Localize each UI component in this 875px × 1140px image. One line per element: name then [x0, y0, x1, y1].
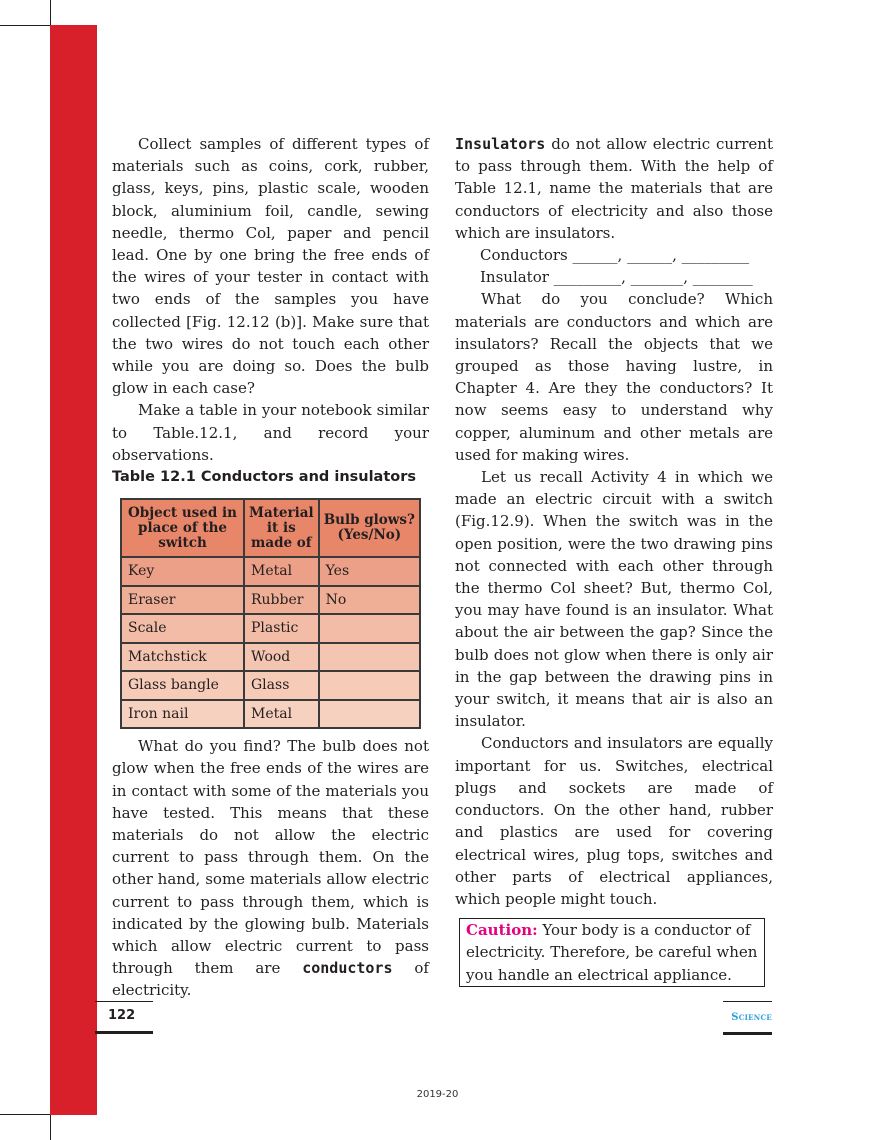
subject-label: Science	[731, 1012, 772, 1023]
table-header: Material it is made of	[244, 499, 319, 557]
paragraph	[455, 133, 773, 244]
table-row	[121, 586, 420, 615]
footer-rule	[723, 1001, 772, 1002]
paragraph: Collect samples of different types of materials such as coins, cork, rubber, glass, keys, pins, plastic scale, wooden block, aluminium foil, candle, sewing needle, thermo Col, paper and pencil lead. One by one bring the free ends of the wires of your tester in contact with two ends of the samples you have collected [Fig. 12.12 (b)]. Make sure that the two wires do not touch each other while you are doing so. Does the bulb glow in each case?	[112, 135, 429, 398]
paragraph-text: What do you find? The bulb does not glow when the free ends of the wires are in contact with some of the materials you have tested. This means that these materials do not allow the electric current to pass through them. On the other hand, some materials allow electric current to pass through them, which is indicated by the glowing bulb. Materials which allow electric current to pass through them are	[112, 737, 429, 978]
table-cell	[319, 614, 420, 643]
caution-label: Caution:	[466, 921, 538, 940]
paragraph-text: do not allow electric current to pass through them. With the help of Table 12.1, name the materials that are conductors of electricity and also those which are insulators.	[455, 135, 773, 242]
table-cell: Metal	[244, 557, 319, 586]
paragraph: Let us recall Activity 4 in which we made an electric circuit with a switch (Fig.12.9). When the switch was in the open position, were the two drawing pins not connected with each other through the thermo Col sheet? But, thermo Col, you may have found is an insulator. What about the air between the gap? Since the bulb does not glow when there is only air in the gap between the drawing pins in your switch, it means that air is also an insulator.	[455, 468, 773, 731]
crop-mark	[0, 25, 50, 26]
table-cell: Scale	[121, 614, 244, 643]
insulator-blank-line: Insulator _________, _______, ________	[480, 268, 753, 287]
table-cell: Rubber	[244, 586, 319, 615]
table-row	[121, 671, 420, 700]
crop-mark	[50, 0, 51, 25]
table-row	[121, 557, 420, 586]
table-cell: Eraser	[121, 586, 244, 615]
footer-rule	[95, 1031, 153, 1034]
table-cell: Key	[121, 557, 244, 586]
table-title: Table 12.1 Conductors and insulators	[112, 469, 417, 486]
footer-rule	[95, 1001, 153, 1002]
table-cell	[319, 700, 420, 729]
table-cell: Iron nail	[121, 700, 244, 729]
table-cell: Wood	[244, 643, 319, 672]
table-row	[121, 700, 420, 729]
caution-box	[459, 918, 765, 987]
paragraph	[112, 735, 429, 1001]
table-row	[121, 643, 420, 672]
table-cell: Plastic	[244, 614, 319, 643]
table-cell: Matchstick	[121, 643, 244, 672]
paragraph: What do you conclude? Which materials are conductors and which are insulators? Recall the objects that we grouped as those having lustre, in Chapter 4. Are they the conductors? It now seems easy to understand why copper, aluminum and other metals are used for making wires.	[455, 290, 773, 464]
table-cell: Glass bangle	[121, 671, 244, 700]
year-label: 2019-20	[416, 1089, 459, 1100]
table-header: Bulb glows? (Yes/No)	[319, 499, 420, 557]
table-cell: No	[319, 586, 420, 615]
page-number: 122	[108, 1008, 136, 1023]
table-cell	[319, 671, 420, 700]
paragraph-text: of electricity.	[112, 959, 429, 1000]
table-cell: Metal	[244, 700, 319, 729]
table-cell	[319, 643, 420, 672]
table-row	[121, 614, 420, 643]
paragraph: Make a table in your notebook similar to Table.12.1, and record your observations.	[112, 401, 429, 464]
conductors-blank-line: Conductors ______, ______, _________	[480, 246, 750, 265]
crop-mark	[0, 1114, 50, 1115]
table-cell: Yes	[319, 557, 420, 586]
bold-term-conductors: conductors	[302, 959, 393, 978]
table-header-row	[121, 499, 420, 557]
paragraph: Conductors and insulators are equally important for us. Switches, electrical plugs and sockets are made of conductors. On the other hand, rubber and plastics are used for covering electrical wires, plug tops, switches and other parts of electrical appliances, which people might touch.	[455, 734, 773, 908]
crop-mark	[50, 1115, 51, 1140]
caution-text: Your body is a conductor of electricity. Therefore, be careful when you handle an electrical appliance.	[466, 921, 758, 984]
side-color-band	[50, 25, 97, 1115]
table-cell: Glass	[244, 671, 319, 700]
left-column	[112, 133, 429, 1002]
bold-term-insulators: Insulators	[455, 135, 546, 153]
table-header: Object used in place of the switch	[121, 499, 244, 557]
conductors-table	[120, 498, 421, 729]
footer-rule	[723, 1032, 772, 1035]
right-column	[455, 133, 773, 987]
